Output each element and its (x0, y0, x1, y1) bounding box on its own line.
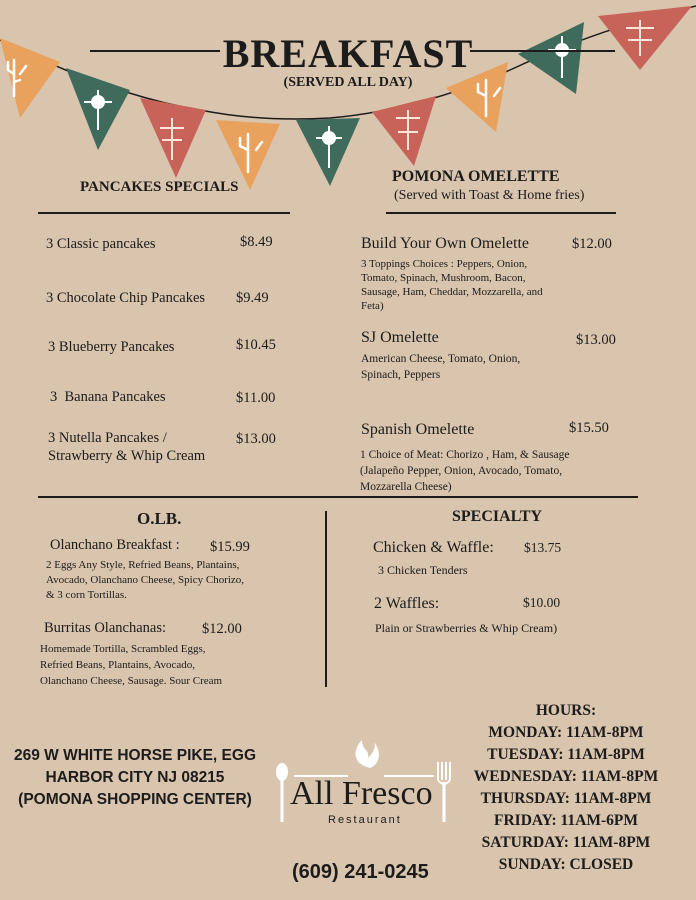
pancake-item-name-line1: 3 Nutella Pancakes / (48, 430, 167, 446)
specialty-item-price: $13.75 (524, 540, 562, 555)
logo-name: All Fresco (290, 775, 433, 812)
pancake-item-name: 3 Banana Pancakes (50, 389, 166, 405)
pancake-item-price: $9.49 (236, 290, 269, 306)
pancake-item-name: 3 Classic pancakes (46, 236, 156, 252)
specialty-item-desc: 3 Chicken Tenders (378, 563, 468, 577)
omelette-item-name: SJ Omelette (361, 329, 439, 346)
hours-day: FRIDAY: 11AM-6PM (494, 812, 638, 829)
specialty-item-desc: Plain or Strawberries & Whip Cream) (375, 621, 558, 635)
olb-heading: O.LB. (137, 509, 182, 528)
omelette-item-price: $12.00 (572, 236, 612, 252)
hours-day: THURSDAY: 11AM-8PM (480, 790, 652, 807)
olb-item-price: $15.99 (210, 539, 250, 555)
flag-green-2 (296, 118, 360, 186)
specialty-item-name: Chicken & Waffle: (373, 539, 494, 556)
hours-heading: HOURS: (535, 702, 597, 719)
specialty-item-price: $10.00 (523, 595, 561, 610)
specialty-item-name: 2 Waffles: (374, 595, 440, 612)
hours-day: TUESDAY: 11AM-8PM (487, 746, 645, 763)
hours-day: WEDNESDAY: 11AM-8PM (473, 768, 659, 785)
olb-item-price: $12.00 (202, 621, 242, 637)
omelette-item-name: Spanish Omelette (361, 421, 475, 438)
pancake-item-name-line2: Strawberry & Whip Cream (48, 448, 206, 464)
olb-item-desc: Homemade Tortilla, Scrambled Eggs, Refried Beans, Plantains, Avocado, Olanchano Cheese, Sausage. Sour Cream (40, 643, 223, 687)
flag-red-2 (372, 96, 436, 166)
pancake-item-price: $8.49 (240, 234, 273, 250)
omelette-item-name: Build Your Own Omelette (361, 235, 529, 252)
page-subtitle: (SERVED ALL DAY) (283, 75, 413, 90)
logo-subtitle: Restaurant (328, 814, 402, 826)
section-divider (38, 496, 638, 498)
omelette-item-desc: American Cheese, Tomato, Onion, Spinach, Peppers (361, 353, 521, 381)
hours-block (466, 700, 666, 876)
olb-item-name: Olanchano Breakfast : (50, 537, 180, 553)
phone-number[interactable]: (609) 241-0245 (292, 861, 429, 883)
omelette-heading: POMONA OMELETTE (392, 168, 560, 185)
flag-red-1 (140, 98, 206, 178)
olb-item-name: Burritas Olanchanas: (44, 620, 167, 636)
pancake-item-price: $13.00 (236, 431, 276, 447)
page-title: BREAKFAST (222, 31, 474, 76)
pancake-item-name: 3 Blueberry Pancakes (48, 339, 175, 355)
specialty-heading: SPECIALTY (452, 508, 543, 525)
hours-day: MONDAY: 11AM-8PM (488, 724, 644, 741)
pancakes-heading: PANCAKES SPECIALS (80, 179, 239, 195)
olb-item-desc: 2 Eggs Any Style, Refried Beans, Plantains, Avocado, Olanchano Cheese, Spicy Chorizo, & 3 corn Tortillas. (46, 559, 245, 601)
hours-day: SUNDAY: CLOSED (498, 856, 634, 873)
omelette-item-price: $15.50 (569, 420, 609, 436)
pancake-item-name: 3 Chocolate Chip Pancakes (46, 290, 206, 306)
pancake-item-price: $10.45 (236, 337, 276, 353)
pancakes-rule (38, 212, 290, 214)
restaurant-address: 269 W WHITE HORSE PIKE, EGG HARBOR CITY NJ 08215 (POMONA SHOPPING CENTER) (13, 747, 256, 808)
hours-day: SATURDAY: 11AM-8PM (481, 834, 651, 851)
pancake-item-price: $11.00 (236, 390, 276, 406)
omelette-item-desc: 3 Toppings Choices : Peppers, Onion, Tomato, Spinach, Mushroom, Bacon, Sausage, Ham, Cheddar, Mozzarella, and Feta) (361, 258, 543, 312)
column-divider (325, 511, 327, 687)
omelette-subheading: (Served with Toast & Home fries) (394, 188, 585, 203)
omelette-item-price: $13.00 (576, 332, 616, 348)
omelette-item-desc: 1 Choice of Meat: Chorizo , Ham, & Sausage (Jalapeño Pepper, Onion, Avocado, Tomato, Mozzarella Cheese) (360, 449, 570, 493)
omelette-rule (386, 212, 616, 214)
